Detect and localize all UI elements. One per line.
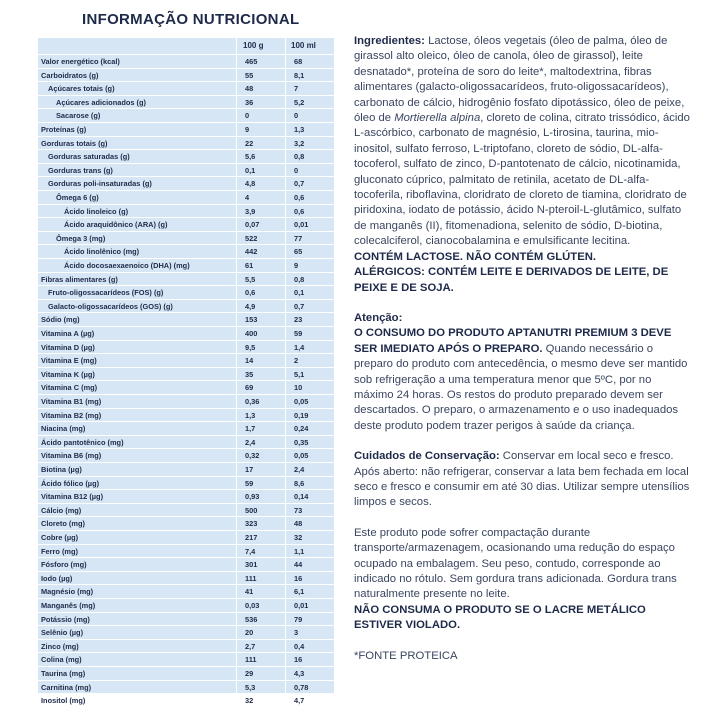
value-100ml: 0,6 — [294, 206, 305, 216]
table-row — [38, 326, 334, 340]
nutrient-name: Sódio (mg) — [41, 315, 80, 325]
value-100g: 153 — [245, 315, 258, 325]
value-100g: 0,6 — [245, 288, 256, 298]
nutrient-name: Ácido linolênico (mg) — [64, 247, 140, 257]
value-100ml: 32 — [294, 533, 303, 542]
value-100g: 20 — [245, 628, 254, 638]
nutrient-name: Vitamina K (µg) — [41, 369, 95, 379]
value-100g: 61 — [245, 261, 254, 270]
nutrient-name: Vitamina A (µg) — [41, 329, 95, 338]
nutrient-name: Vitamina D (µg) — [41, 342, 95, 352]
nutrient-name: Vitamina B1 (mg) — [41, 397, 102, 406]
value-100ml: 16 — [294, 573, 303, 583]
value-100g: 0,1 — [245, 165, 256, 175]
nutrient-name: Biotina (µg) — [41, 465, 82, 474]
value-100g: 217 — [245, 533, 258, 542]
nutrient-name: Fósforo (mg) — [41, 560, 87, 570]
value-100g: 111 — [245, 655, 257, 665]
conservation-text: Conservar em local seco e fresco. Após aberto: não refrigerar, conservar a lata bem fechada em local seco e fresco e consumir em até 30 dias. Utilizar sempre utensílios limpos e secos. — [354, 450, 690, 509]
value-100ml: 1,3 — [294, 125, 305, 134]
value-100g: 2,4 — [245, 437, 256, 447]
value-100g: 0,93 — [245, 492, 260, 502]
value-100ml: 0,14 — [294, 492, 309, 502]
nutrient-name: Taurina (mg) — [41, 669, 86, 678]
table-row — [38, 312, 334, 326]
nutrition-table — [38, 38, 334, 706]
nutrient-name: Galacto-oligossacarídeos (GOS) (g) — [48, 301, 173, 311]
header-100g: 100 g — [243, 41, 264, 50]
nutrient-name: Gorduras totais (g) — [41, 138, 108, 148]
nutrient-name: Vitamina E (mg) — [41, 356, 97, 366]
value-100g: 465 — [245, 57, 258, 66]
nutrient-name: Vitamina B6 (mg) — [41, 451, 102, 461]
nutrient-name: Ácido araquidônico (ARA) (g) — [64, 220, 168, 230]
attention-label-text: Atenção: — [354, 311, 403, 324]
nutrient-name: Potássio (mg) — [41, 614, 90, 624]
ingredients-italic: Mortierella alpina — [394, 112, 481, 125]
table-row — [38, 299, 334, 313]
conservation-label: Cuidados de Conservação: — [354, 450, 500, 463]
ingredients-label: Ingredientes: — [354, 35, 425, 47]
value-100ml: 59 — [294, 329, 303, 338]
table-row — [38, 258, 334, 272]
value-100ml: 48 — [294, 519, 303, 529]
attention-bold-text: O CONSUMO DO PRODUTO APTANUTRI PREMIUM 3 DEVE SER IMEDIATO APÓS O PREPARO. — [354, 327, 672, 355]
value-100ml: 0,24 — [294, 424, 309, 434]
table-row — [38, 272, 334, 286]
table-row — [38, 462, 334, 476]
nutrient-name: Iodo (µg) — [41, 573, 73, 583]
value-100g: 22 — [245, 138, 254, 148]
value-100g: 536 — [245, 614, 258, 624]
value-100g: 0,32 — [245, 451, 260, 461]
table-row — [38, 584, 334, 598]
value-100ml: 73 — [294, 505, 303, 515]
nutrient-name: Ômega 3 (mg) — [56, 233, 106, 243]
table-row — [38, 122, 334, 136]
nutrient-name: Gorduras poli-insaturadas (g) — [48, 179, 152, 189]
value-100ml: 4,3 — [294, 669, 305, 678]
nutrient-name: Ácido linoleico (g) — [64, 206, 129, 216]
value-100g: 32 — [245, 696, 254, 706]
value-100ml: 10 — [294, 383, 303, 393]
value-100ml: 8,1 — [294, 70, 305, 80]
value-100ml: 5,2 — [294, 97, 305, 107]
value-100g: 3,9 — [245, 206, 256, 216]
table-row — [38, 217, 334, 231]
value-100g: 17 — [245, 465, 254, 474]
nutrient-name: Fruto-oligossacarídeos (FOS) (g) — [48, 288, 164, 298]
value-100ml: 65 — [294, 247, 303, 257]
value-100ml: 7 — [294, 84, 299, 94]
value-100g: 500 — [245, 505, 258, 515]
table-row — [38, 244, 334, 258]
value-100ml: 16 — [294, 655, 303, 665]
table-row — [38, 598, 334, 612]
nutrient-name: Ácido pantotênico (mg) — [41, 437, 124, 447]
value-100ml: 0 — [294, 111, 299, 121]
table-row — [38, 176, 334, 190]
value-100ml: 0,35 — [294, 437, 309, 447]
value-100ml: 1,4 — [294, 342, 305, 352]
value-100g: 14 — [245, 356, 254, 366]
nutrient-name: Vitamina B2 (mg) — [41, 410, 102, 420]
allergens — [354, 265, 694, 296]
value-100g: 5,5 — [245, 274, 256, 284]
value-100ml: 0,78 — [294, 682, 309, 692]
nutrient-name: Vitamina C (mg) — [41, 383, 98, 393]
value-100ml: 0,4 — [294, 641, 305, 651]
value-100g: 9,5 — [245, 342, 256, 352]
nutrient-name: Zinco (mg) — [41, 641, 79, 651]
nutrient-name: Sacarose (g) — [56, 111, 101, 121]
table-row — [38, 149, 334, 163]
table-row — [38, 204, 334, 218]
nutrient-name: Açúcares totais (g) — [48, 84, 115, 94]
nutrient-name: Fibras alimentares (g) — [41, 274, 118, 284]
table-row — [38, 666, 334, 680]
value-100ml: 79 — [294, 614, 303, 624]
table-row — [38, 476, 334, 490]
value-100ml: 44 — [294, 560, 303, 570]
compaction-paragraph: Este produto pode sofrer compactação durante transporte/armazenagem, ocasionando uma redução do espaço ocupado na embalagem. Seu peso, contudo, corresponde ao indicado no rótulo. Sem gordura trans adicionada. Gordura trans naturalmente presente no leite. — [354, 526, 677, 601]
footnote: *FONTE PROTEICA — [354, 649, 458, 662]
value-100g: 4,8 — [245, 179, 256, 189]
value-100ml: 2 — [294, 356, 299, 366]
nutrient-name: Gorduras saturadas (g) — [48, 152, 130, 162]
attention-label — [354, 311, 694, 326]
nutrient-name: Açúcares adicionados (g) — [56, 97, 146, 107]
value-100ml: 4,7 — [294, 696, 305, 706]
value-100g: 48 — [245, 84, 254, 94]
value-100ml: 23 — [294, 315, 303, 325]
nutrient-name: Manganês (mg) — [41, 601, 96, 610]
value-100ml: 0,01 — [294, 220, 309, 230]
nutrient-name: Cálcio (mg) — [41, 505, 82, 515]
value-100g: 1,3 — [245, 410, 256, 420]
value-100ml: 0,8 — [294, 152, 305, 162]
value-100g: 9 — [245, 125, 250, 134]
table-row — [38, 231, 334, 245]
table-row — [38, 394, 334, 408]
table-row — [38, 285, 334, 299]
value-100g: 55 — [245, 70, 254, 80]
value-100ml: 3,2 — [294, 138, 305, 148]
value-100g: 2,7 — [245, 641, 256, 651]
value-100g: 0 — [245, 111, 250, 121]
value-100g: 301 — [245, 560, 258, 570]
nutrient-name: Cloreto (mg) — [41, 519, 85, 529]
nutrient-name: Vitamina B12 (µg) — [41, 492, 104, 502]
value-100g: 69 — [245, 383, 254, 393]
nutrient-name: Gorduras trans (g) — [48, 165, 113, 175]
value-100g: 0,03 — [245, 601, 260, 610]
contains-lactose-text: CONTÉM LACTOSE. NÃO CONTÉM GLÚTEN. — [354, 250, 597, 263]
table-row — [38, 435, 334, 449]
table-header — [38, 38, 334, 54]
table-row — [38, 54, 334, 68]
value-100g: 59 — [245, 478, 254, 488]
value-100g: 5,3 — [245, 682, 256, 692]
table-row — [38, 95, 334, 109]
nutrient-name: Inositol (mg) — [41, 696, 86, 706]
value-100ml: 77 — [294, 233, 303, 243]
table-row — [38, 516, 334, 530]
table-row — [38, 639, 334, 653]
value-100ml: 0,1 — [294, 288, 305, 298]
value-100ml: 0,8 — [294, 274, 305, 284]
table-row — [38, 557, 334, 571]
value-100ml: 0,7 — [294, 179, 305, 189]
value-100ml: 1,1 — [294, 546, 305, 556]
table-row — [38, 68, 334, 82]
table-row — [38, 612, 334, 626]
table-row — [38, 367, 334, 381]
nutrient-name: Ácido docosaexaenoico (DHA) (mg) — [64, 261, 190, 270]
value-100ml: 68 — [294, 57, 303, 66]
seal-warning-text: NÃO CONSUMA O PRODUTO SE O LACRE METÁLICO ESTIVER VIOLADO. — [354, 603, 646, 632]
table-row — [38, 163, 334, 177]
value-100ml: 0,19 — [294, 410, 309, 420]
table-row — [38, 625, 334, 639]
allergens-text: ALÉRGICOS: CONTÉM LEITE E DERIVADOS DE LEITE, DE PEIXE E DE SOJA. — [354, 266, 669, 294]
ingredients-paragraph — [354, 34, 694, 250]
ingredients-text: Lactose, óleos vegetais (óleo de palma, óleo de girassol alto oleico, óleo de canola, óleo de girassol), leite desnatado*, proteína de soro do leite*, maltodextrina, fibras alimentares (galacto-oligossacarídeos, fruto-oligossacarídeos), carbonato de cálcio, hidrogênio fosfato dipotássico, óleo de peixe, óleo de — [354, 35, 685, 125]
table-row — [38, 503, 334, 517]
table-row — [38, 380, 334, 394]
value-100g: 400 — [245, 329, 258, 338]
value-100g: 29 — [245, 669, 254, 678]
label-text — [354, 34, 694, 664]
value-100g: 7,4 — [245, 546, 256, 556]
nutrient-name: Proteínas (g) — [41, 125, 87, 134]
table-row — [38, 652, 334, 666]
nutrient-name: Ferro (mg) — [41, 546, 78, 556]
table-row — [38, 136, 334, 150]
value-100g: 4,9 — [245, 301, 256, 311]
table-row — [38, 680, 334, 694]
value-100g: 111 — [245, 573, 257, 583]
value-100g: 0,36 — [245, 397, 260, 406]
table-row — [38, 544, 334, 558]
table-row — [38, 108, 334, 122]
table-row — [38, 489, 334, 503]
nutrient-name: Ácido fólico (µg) — [41, 478, 100, 488]
value-100g: 35 — [245, 369, 254, 379]
table-row — [38, 530, 334, 544]
nutrient-name: Magnésio (mg) — [41, 587, 94, 597]
table-row — [38, 190, 334, 204]
value-100ml: 0,01 — [294, 601, 309, 610]
table-row — [38, 340, 334, 354]
value-100ml: 9 — [294, 261, 299, 270]
value-100g: 41 — [245, 587, 254, 597]
table-row — [38, 448, 334, 462]
nutrient-name: Carnitina (mg) — [41, 682, 92, 692]
value-100g: 36 — [245, 97, 254, 107]
nutrient-name: Cobre (µg) — [41, 533, 79, 542]
table-row — [38, 408, 334, 422]
value-100g: 522 — [245, 233, 258, 243]
value-100ml: 0,7 — [294, 301, 305, 311]
value-100g: 4 — [245, 193, 250, 202]
nutrient-name: Colina (mg) — [41, 655, 82, 665]
header-100ml: 100 ml — [291, 41, 316, 50]
value-100ml: 0 — [294, 165, 299, 175]
ingredients-text-cont: , cloreto de colina, citrato trissódico, ácido L-ascórbico, carbonato de magnésio, L-tirosina, taurina, mio-inositol, sulfato ferroso, L-triptofano, cloreto de sódio, DL-alfa-tocoferol, sulfato de zinco, D-pantotenato de cálcio, nicotinamida, gluconato cúprico, palmitato de retinila, acetato de DL-alfa-tocoferila, riboflavina, cloridrato de cloreto de tiamina, cloridrato de piridoxina, iodato de potássio, ácido N-pteroil-L-glutâmico, sulfato de manganês (II), fitomenadiona, selenito de sódio, D-biotina, colecalciferol, cianocobalamina e emulsificante lecitina. — [354, 112, 690, 248]
page-title: INFORMAÇÃO NUTRICIONAL — [82, 11, 300, 28]
value-100g: 0,07 — [245, 220, 260, 230]
value-100ml: 5,1 — [294, 369, 305, 379]
table-row — [38, 693, 334, 707]
nutrient-name: Niacina (mg) — [41, 424, 86, 434]
conservation-paragraph — [354, 449, 694, 511]
seal-warning — [354, 603, 694, 634]
value-100g: 5,6 — [245, 152, 256, 162]
attention-text: Quando necessário o preparo do produto com antecedência, o mesmo deve ser mantido sob refrigeração a uma temperatura menor que 5ºC, por no máximo 24 horas. Os restos do produto preparado devem ser descartados. O preparo, o armazenamento e o uso inadequados deste produto podem trazer perigos à saúde da criança. — [354, 342, 688, 432]
table-row — [38, 353, 334, 367]
nutrient-name: Selênio (µg) — [41, 628, 84, 638]
value-100ml: 6,1 — [294, 587, 305, 597]
value-100ml: 3 — [294, 628, 299, 638]
nutrient-name: Ômega 6 (g) — [56, 193, 99, 202]
value-100ml: 0,05 — [294, 397, 309, 406]
value-100g: 323 — [245, 519, 258, 529]
nutrient-name: Valor energético (kcal) — [41, 57, 120, 66]
value-100ml: 8,6 — [294, 478, 305, 488]
nutrient-name: Carboidratos (g) — [41, 70, 99, 80]
value-100g: 1,7 — [245, 424, 256, 434]
attention-paragraph — [354, 326, 694, 434]
value-100ml: 0,6 — [294, 193, 305, 202]
contains-lactose — [354, 250, 694, 265]
value-100ml: 0,05 — [294, 451, 309, 461]
value-100ml: 2,4 — [294, 465, 305, 474]
table-row — [38, 571, 334, 585]
table-row — [38, 81, 334, 95]
table-row — [38, 421, 334, 435]
value-100g: 442 — [245, 247, 258, 257]
